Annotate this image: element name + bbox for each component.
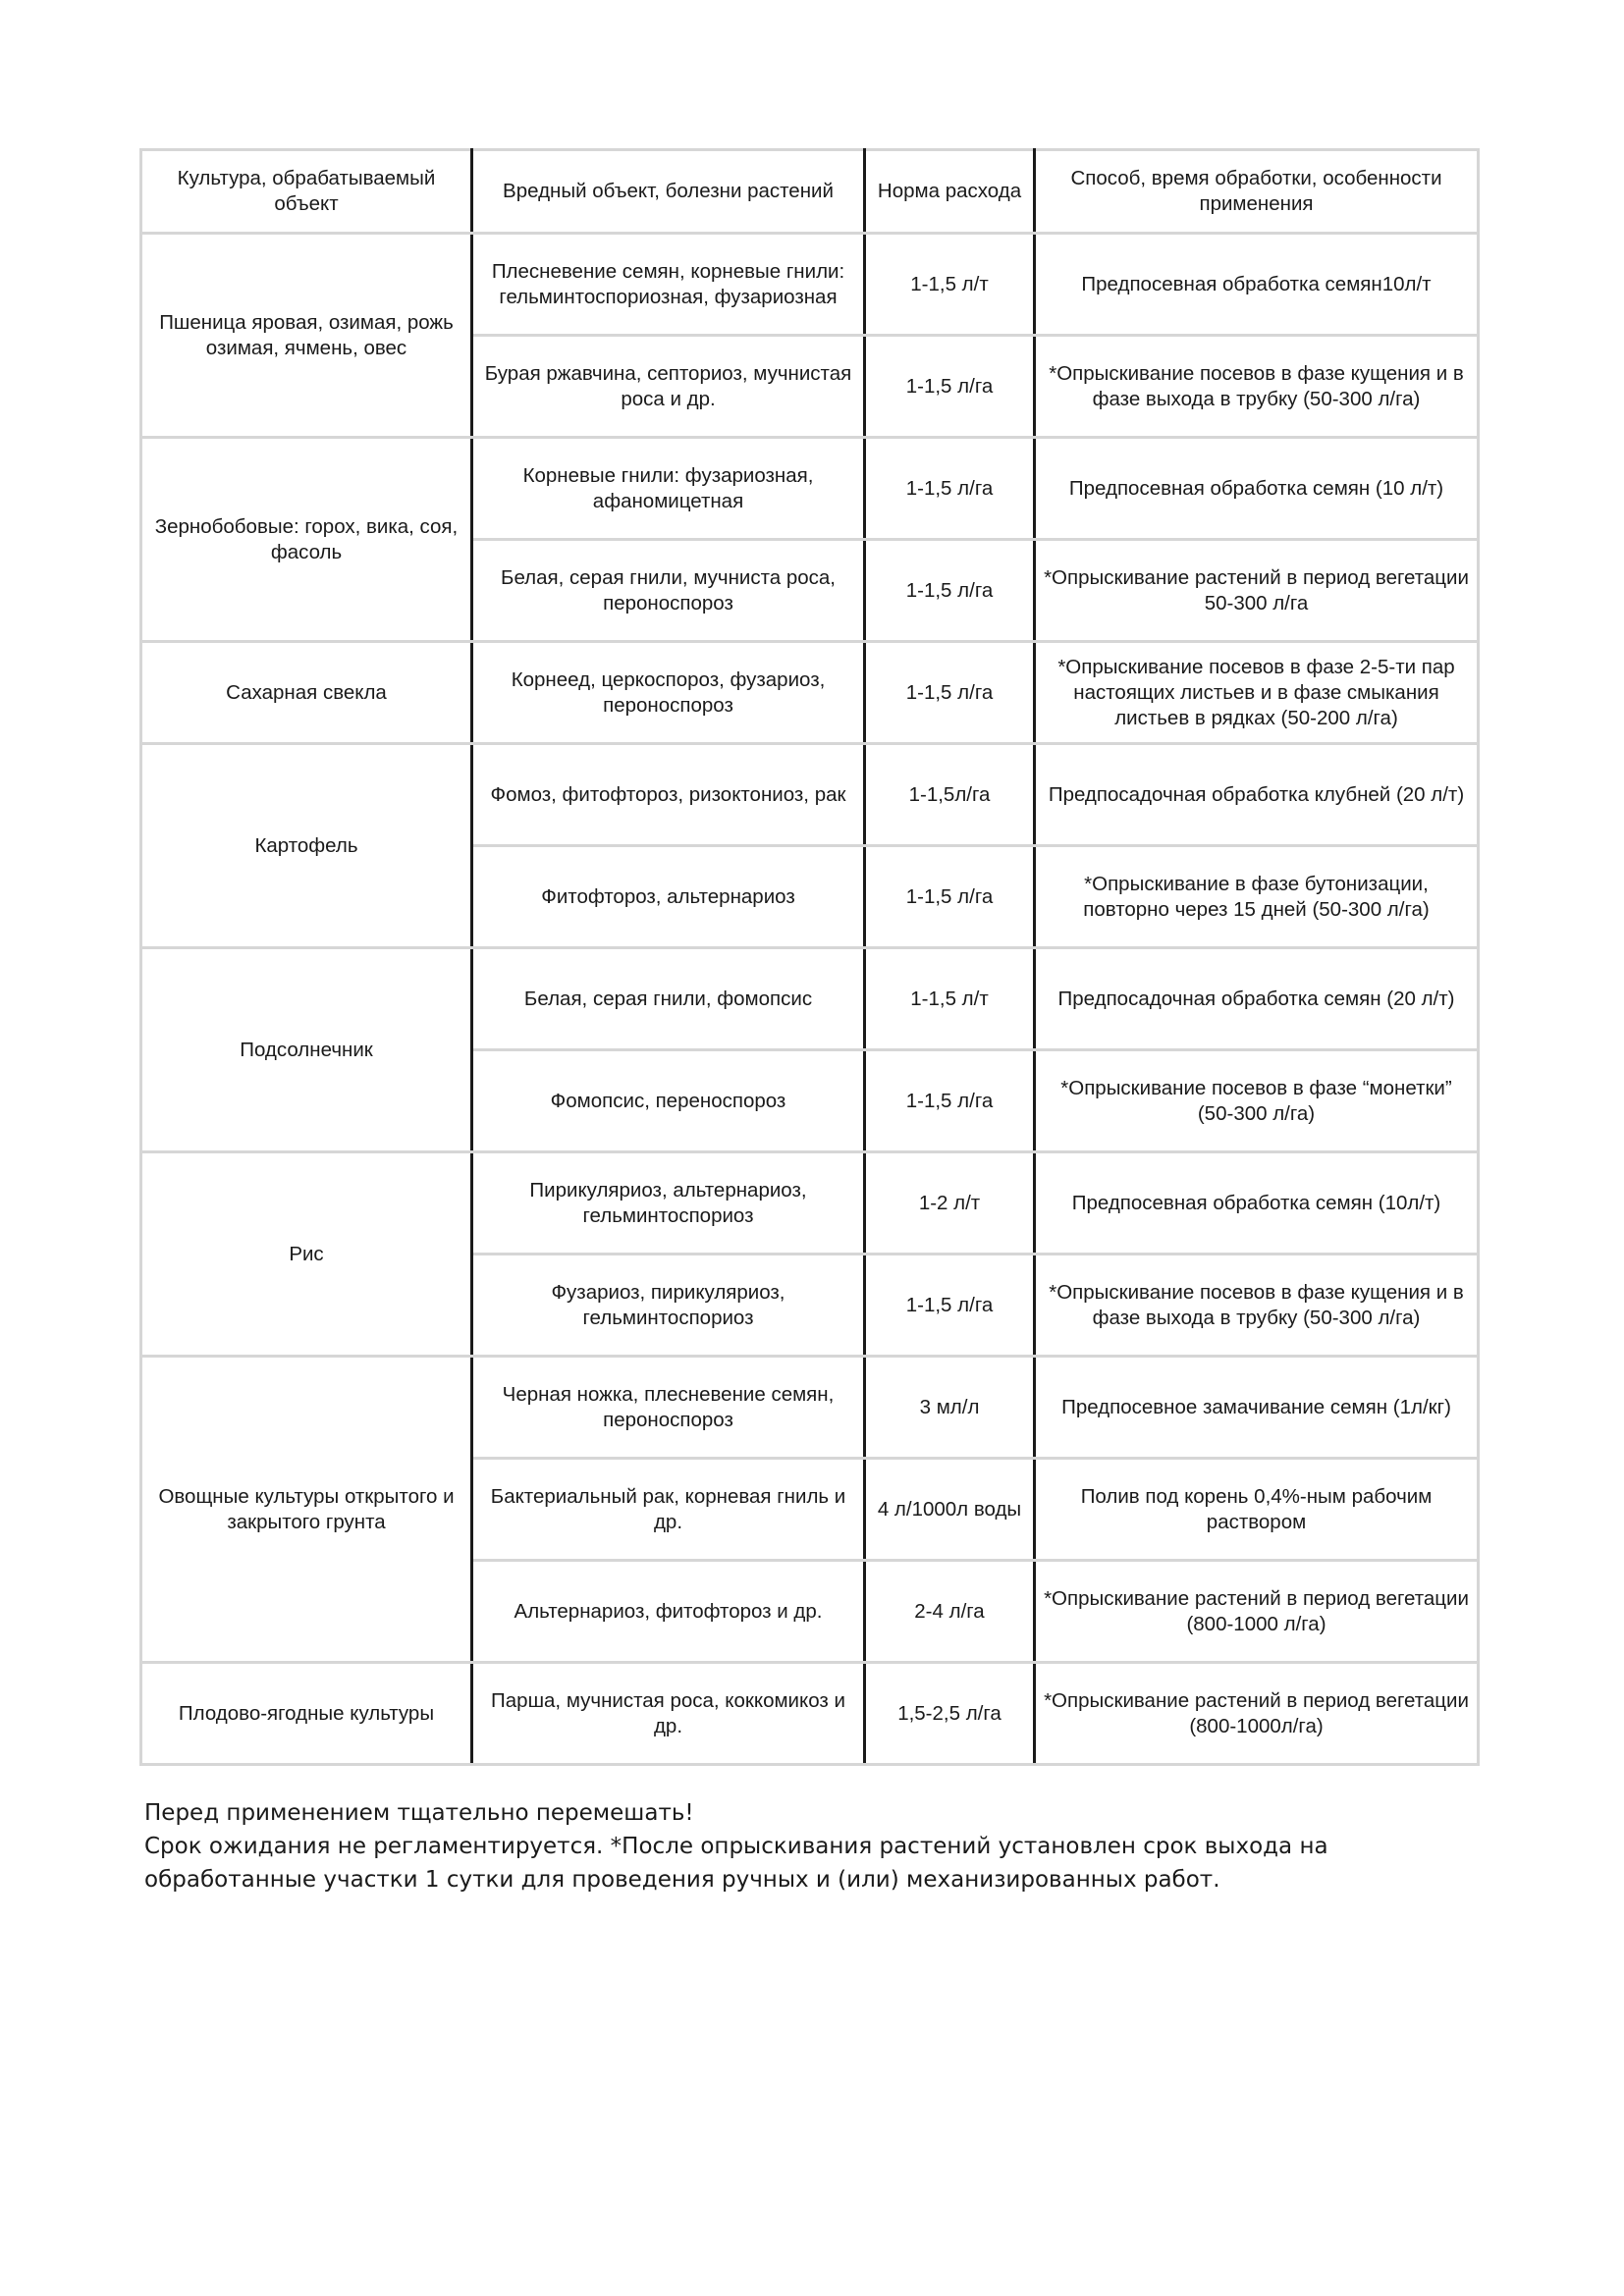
header-crop: Культура, обрабатываемый объект bbox=[141, 150, 472, 234]
cell-pest: Бурая ржавчина, септориоз, мучнистая роса и др. bbox=[472, 336, 865, 438]
cell-pest: Фомоз, фитофтороз, ризоктониоз, рак bbox=[472, 744, 865, 846]
note-mixing: Перед применением тщательно перемешать! bbox=[144, 1800, 694, 1826]
cell-pest: Черная ножка, плесневение семян, пероноспороз bbox=[472, 1357, 865, 1459]
table-row bbox=[141, 642, 1479, 744]
cell-crop: Пшеница яровая, озимая, рожь озимая, ячмень, овес bbox=[141, 234, 472, 438]
cell-rate: 1-1,5 л/га bbox=[865, 336, 1035, 438]
cell-pest: Плесневение семян, корневые гнили: гельминтоспориозная, фузариозная bbox=[472, 234, 865, 336]
cell-method: Предпосевная обработка семян (10 л/т) bbox=[1035, 438, 1479, 540]
cell-rate: 2-4 л/га bbox=[865, 1561, 1035, 1663]
cell-rate: 1-1,5 л/га bbox=[865, 540, 1035, 642]
cell-rate: 4 л/1000л воды bbox=[865, 1459, 1035, 1561]
cell-crop: Овощные культуры открытого и закрытого грунта bbox=[141, 1357, 472, 1663]
cell-method: *Опрыскивание растений в период вегетации (800-1000л/га) bbox=[1035, 1663, 1479, 1765]
treatment-table bbox=[139, 148, 1480, 1766]
cell-pest: Фузариоз, пирикуляриоз, гельминтоспориоз bbox=[472, 1255, 865, 1357]
cell-method: Предпосевная обработка семян (10л/т) bbox=[1035, 1152, 1479, 1255]
cell-rate: 1-1,5 л/га bbox=[865, 1050, 1035, 1152]
table-row bbox=[141, 1357, 1479, 1459]
cell-method: *Опрыскивание посевов в фазе кущения и в фазе выхода в трубку (50-300 л/га) bbox=[1035, 336, 1479, 438]
cell-pest: Корневые гнили: фузариозная, афаномицетная bbox=[472, 438, 865, 540]
cell-crop: Зернобобовые: горох, вика, соя, фасоль bbox=[141, 438, 472, 642]
cell-rate: 1-2 л/т bbox=[865, 1152, 1035, 1255]
cell-rate: 1-1,5 л/га bbox=[865, 642, 1035, 744]
cell-method: Предпосадочная обработка семян (20 л/т) bbox=[1035, 948, 1479, 1050]
cell-crop: Подсолнечник bbox=[141, 948, 472, 1152]
cell-rate: 1,5-2,5 л/га bbox=[865, 1663, 1035, 1765]
table-row bbox=[141, 744, 1479, 846]
note-waiting-period: Срок ожидания не регламентируется. *После опрыскивания растений установлен срок выхода на обработанные участки 1 сутки для проведения ручных и (или) механизированных работ. bbox=[144, 1834, 1328, 1893]
header-rate: Норма расхода bbox=[865, 150, 1035, 234]
cell-method: *Опрыскивание растений в период вегетации 50-300 л/га bbox=[1035, 540, 1479, 642]
cell-rate: 1-1,5 л/га bbox=[865, 438, 1035, 540]
cell-method: *Опрыскивание посевов в фазе 2-5-ти пар настоящих листьев и в фазе смыкания листьев в рядках (50-200 л/га) bbox=[1035, 642, 1479, 744]
cell-rate: 3 мл/л bbox=[865, 1357, 1035, 1459]
cell-method: Предпосадочная обработка клубней (20 л/т) bbox=[1035, 744, 1479, 846]
cell-rate: 1-1,5 л/т bbox=[865, 234, 1035, 336]
cell-pest: Парша, мучнистая роса, коккомикоз и др. bbox=[472, 1663, 865, 1765]
notes bbox=[144, 1796, 1499, 1896]
cell-pest: Бактериальный рак, корневая гниль и др. bbox=[472, 1459, 865, 1561]
cell-pest: Пирикуляриоз, альтернариоз, гельминтоспориоз bbox=[472, 1152, 865, 1255]
header-pest: Вредный объект, болезни растений bbox=[472, 150, 865, 234]
cell-crop: Рис bbox=[141, 1152, 472, 1357]
cell-crop: Сахарная свекла bbox=[141, 642, 472, 744]
table-row bbox=[141, 438, 1479, 540]
table-row bbox=[141, 948, 1479, 1050]
cell-rate: 1-1,5 л/га bbox=[865, 1255, 1035, 1357]
cell-pest: Белая, серая гнили, фомопсис bbox=[472, 948, 865, 1050]
cell-rate: 1-1,5л/га bbox=[865, 744, 1035, 846]
cell-method: *Опрыскивание посевов в фазе кущения и в фазе выхода в трубку (50-300 л/га) bbox=[1035, 1255, 1479, 1357]
table-row bbox=[141, 1663, 1479, 1765]
cell-pest: Фитофтороз, альтернариоз bbox=[472, 846, 865, 948]
table-row bbox=[141, 234, 1479, 336]
cell-rate: 1-1,5 л/т bbox=[865, 948, 1035, 1050]
cell-method: Предпосевная обработка семян10л/т bbox=[1035, 234, 1479, 336]
header-method: Способ, время обработки, особенности применения bbox=[1035, 150, 1479, 234]
cell-pest: Альтернариоз, фитофтороз и др. bbox=[472, 1561, 865, 1663]
cell-pest: Белая, серая гнили, мучниста роса, пероноспороз bbox=[472, 540, 865, 642]
cell-crop: Картофель bbox=[141, 744, 472, 948]
table-body bbox=[141, 234, 1479, 1765]
cell-method: Полив под корень 0,4%-ным рабочим раствором bbox=[1035, 1459, 1479, 1561]
cell-rate: 1-1,5 л/га bbox=[865, 846, 1035, 948]
cell-method: *Опрыскивание в фазе бутонизации, повторно через 15 дней (50-300 л/га) bbox=[1035, 846, 1479, 948]
cell-pest: Корнеед, церкоспороз, фузариоз, пероноспороз bbox=[472, 642, 865, 744]
cell-method: *Опрыскивание растений в период вегетации (800-1000 л/га) bbox=[1035, 1561, 1479, 1663]
cell-method: *Опрыскивание посевов в фазе “монетки” (50-300 л/га) bbox=[1035, 1050, 1479, 1152]
cell-pest: Фомопсис, переноспороз bbox=[472, 1050, 865, 1152]
table-row bbox=[141, 1152, 1479, 1255]
cell-crop: Плодово-ягодные культуры bbox=[141, 1663, 472, 1765]
cell-method: Предпосевное замачивание семян (1л/кг) bbox=[1035, 1357, 1479, 1459]
table-header-row bbox=[141, 150, 1479, 234]
